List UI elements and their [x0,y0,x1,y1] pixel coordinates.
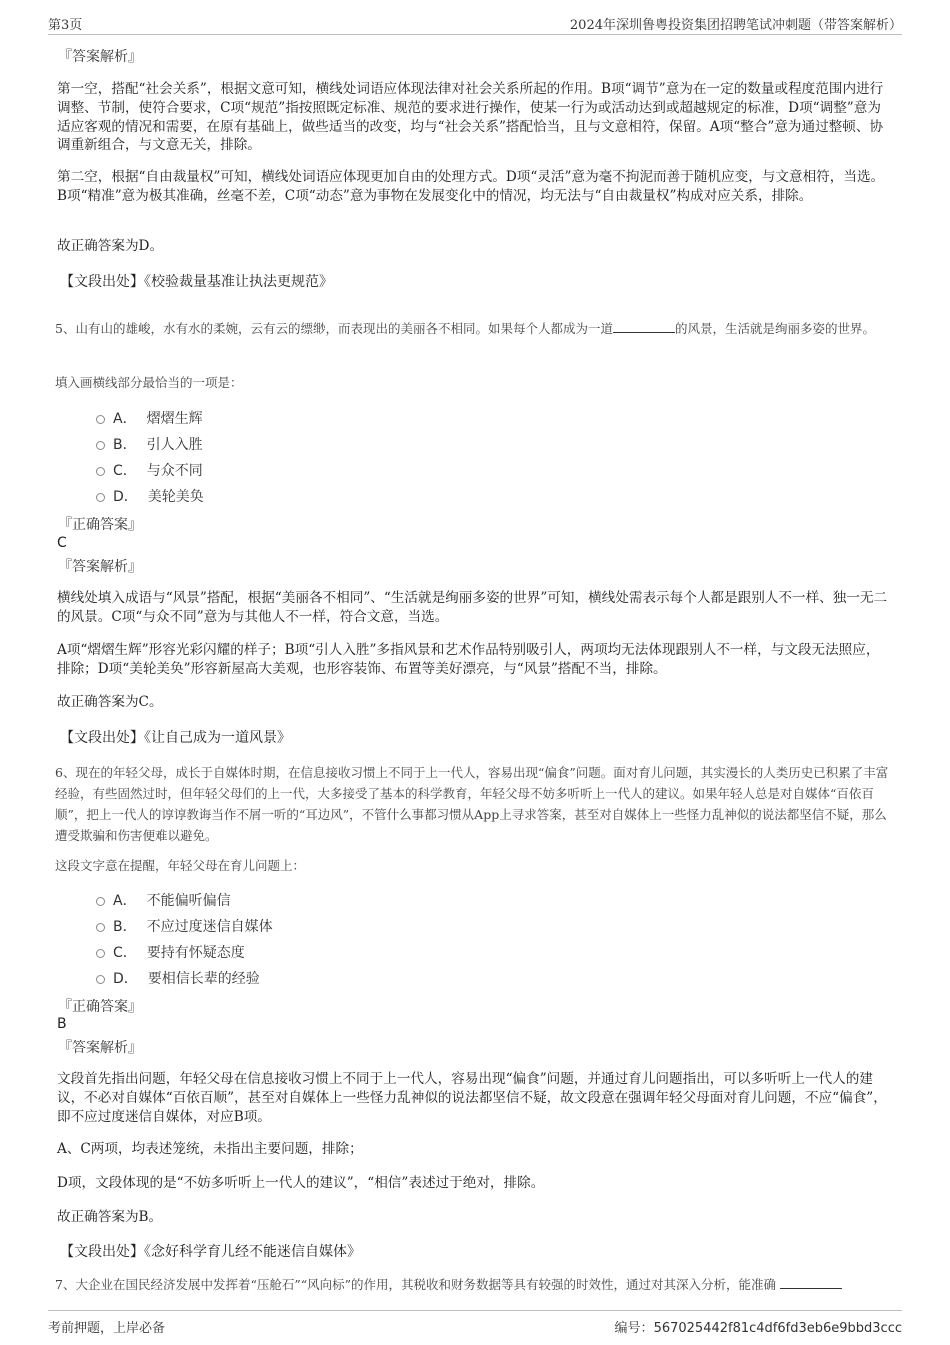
q5-option-c[interactable]: C． 与众不同 [96,460,203,480]
q5-analysis-para-1: 横线处填入成语与“风景”搭配，根据“美丽各不相同”、“生活就是绚丽多姿的世界”可知，横线处需表示每个人都是跟别人不一样、独一无二的风景。C项“与众不同”意为与其他人不一样，符合文意，当选。 [57,590,888,625]
q6-answer: B [57,1016,67,1032]
q7-stem: 7、大企业在国民经济发展中发挥着“压舱石”“风向标”的作用，其税收和财务数据等具有较强的时效性，通过对其深入分析，能准确 [55,1274,895,1295]
page-number: 第3页 [48,18,83,33]
radio-icon[interactable] [96,415,105,424]
q5-option-a[interactable]: A． 熠熠生辉 [96,408,203,428]
q6-option-d[interactable]: D． 要相信长辈的经验 [96,968,260,988]
footer-code-label: 编号： [614,1321,654,1336]
q5-conclusion: 故正确答案为C。 [57,694,163,710]
q5-source: 【文段出处】《让自己成为一道风景》 [60,730,291,746]
q5-ask: 填入画横线部分最恰当的一项是： [55,375,243,390]
radio-icon[interactable] [96,949,105,958]
page-header [48,12,902,35]
q5-stem-pre: 5、山有山的雄峻，水有水的柔婉，云有云的缥缈，而表现出的美丽各不相同。如果每个人都成为一道 [55,321,613,336]
q6-source: 【文段出处】《念好科学育儿经不能迷信自媒体》 [60,1244,361,1260]
q6-ask: 这段文字意在提醒，年轻父母在育儿问题上： [55,858,306,873]
footer-slogan: 考前押题，上岸必备 [48,1321,166,1336]
q4-source: 【文段出处】《校验裁量基准让执法更规范》 [60,274,333,290]
q6-analysis-para-2: A、C两项，均表述笼统，未指出主要问题，排除； [57,1141,363,1157]
q6-stem: 6、现在的年轻父母，成长于自媒体时期，在信息接收习惯上不同于上一代人，容易出现“偏食”问题。面对育儿问题，其实漫长的人类历史已积累了丰富经验，有些固然过时，但年轻父母们的上一代，大多接受了基本的科学教育，年轻父母不妨多听听上一代人的建议。如果年轻人总是对自媒体“百依百顺”，把上一代人的谆谆教诲当作不屑一听的“耳边风”，不管什么事都习惯从App上寻求答案，甚至对自媒体上一些怪力乱神似的说法都坚信不疑，那么遭受欺骗和伤害便难以避免。 [55,765,889,843]
radio-icon[interactable] [96,467,105,476]
radio-icon[interactable] [96,493,105,502]
q4-conclusion: 故正确答案为D。 [57,238,164,254]
q6-answer-label: 『正确答案』 [58,999,142,1015]
q6-conclusion: 故正确答案为B。 [57,1209,163,1225]
q5-blank [613,320,675,333]
q4-analysis-para-2: 第二空，根据“自由裁量权”可知，横线处词语应体现更加自由的处理方式。D项“灵活”意为毫不拘泥而善于随机应变，与文意相符，当选。B项“精准”意为极其准确，丝毫不差，C项“动态”意为事物在发展变化中的情况，均无法与“自由裁量权”构成对应关系，排除。 [57,169,885,204]
q5-analysis-para-2: A项“熠熠生辉”形容光彩闪耀的样子；B项“引人入胜”多指风景和艺术作品特别吸引人，两项均无法体现跟别人不一样，与文段无法照应，排除；D项“美轮美奂”形容新屋高大美观，也形容装饰、布置等美好漂亮，与“风景”搭配不当，排除。 [57,642,880,677]
q4-analysis-label: 『答案解析』 [58,49,142,65]
radio-icon[interactable] [96,441,105,450]
document-title: 2024年深圳鲁粤投资集团招聘笔试冲刺题（带答案解析） [569,18,902,33]
q6-analysis-para-3: D项，文段体现的是“不妨多听听上一代人的建议”，“相信”表述过于绝对，排除。 [57,1175,545,1191]
q6-option-c[interactable]: C． 要持有怀疑态度 [96,942,245,962]
q4-analysis-para-1: 第一空，搭配“社会关系”，根据文意可知，横线处词语应体现法律对社会关系所起的作用。B项“调节”意为在一定的数量或程度范围内进行调整、节制，使符合要求，C项“规范”指按照既定标准、规范的要求进行操作，使某一行为或活动达到或超越规定的标准，D项“调整”意为适应客观的情况和需要，在原有基础上，做些适当的改变，均与“社会关系”搭配恰当，且与文意相符，保留。A项“整合”意为通过整顿、协调重新组合，与文意无关，排除。 [57,81,884,154]
q7-blank [780,1276,842,1289]
q5-option-b[interactable]: B． 引人入胜 [96,434,203,454]
radio-icon[interactable] [96,975,105,984]
q5-stem [55,318,895,339]
radio-icon[interactable] [96,923,105,932]
q5-analysis-label: 『答案解析』 [58,559,142,575]
q5-option-d[interactable]: D． 美轮美奂 [96,486,204,506]
radio-icon[interactable] [96,897,105,906]
q5-answer: C [57,535,67,551]
q6-analysis-label: 『答案解析』 [58,1040,142,1056]
q5-stem-post: 的风景，生活就是绚丽多姿的世界。 [674,321,875,336]
q6-analysis-para-1: 文段首先指出问题，年轻父母在信息接收习惯上不同于上一代人，容易出现“偏食”问题，并通过育儿问题指出，可以多听听上一代人的建议，不必对自媒体“百依百顺”，甚至对自媒体上一些怪力乱神似的说法都坚信不疑，故文段意在强调年轻父母面对育儿问题，不应“偏食”，即不应过度迷信自媒体，对应B项。 [57,1071,887,1125]
q6-option-b[interactable]: B． 不应过度迷信自媒体 [96,916,273,936]
q6-option-a[interactable]: A． 不能偏听偏信 [96,890,231,910]
q5-answer-label: 『正确答案』 [58,517,142,533]
footer-code-block [615,1317,902,1336]
page-footer [48,1310,902,1337]
footer-code: 567025442f81c4df6fd3eb6e9bbd3ccc [653,1321,902,1336]
